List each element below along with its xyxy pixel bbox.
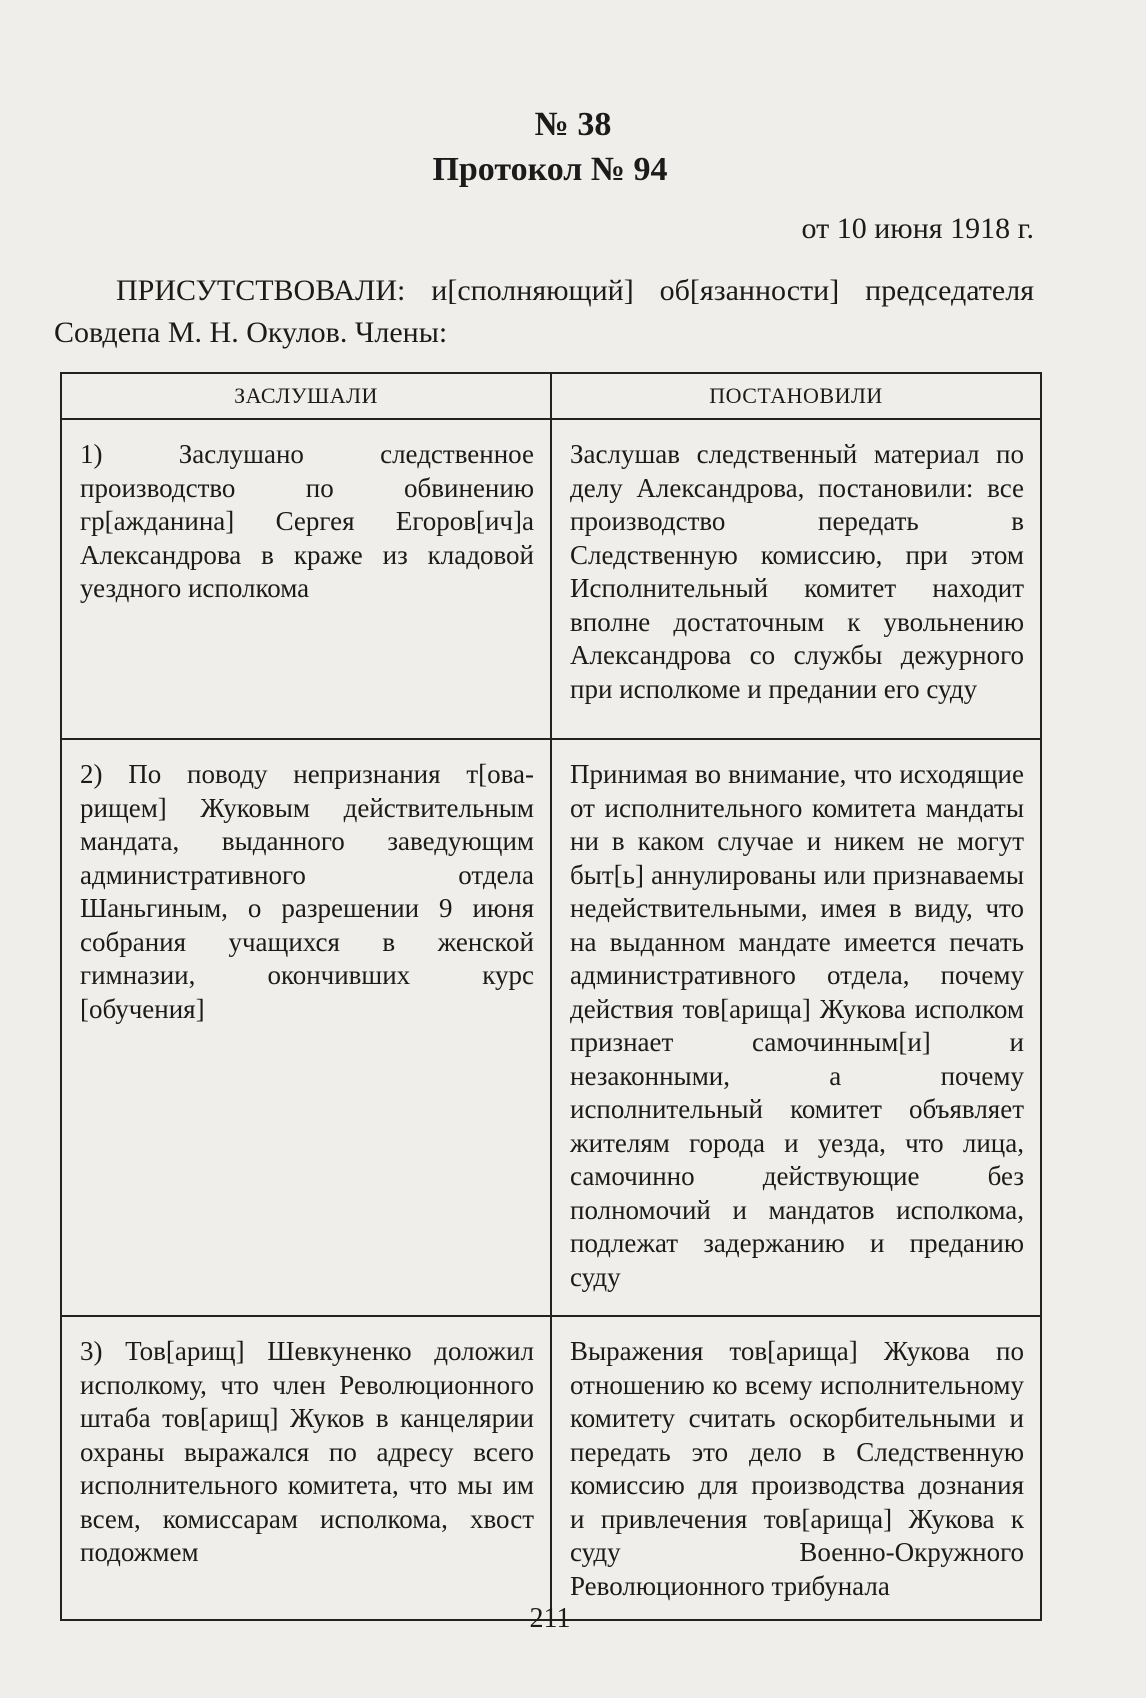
protocol-date: от 10 июня 1918 г. bbox=[801, 212, 1034, 245]
table-header-row bbox=[61, 373, 1041, 419]
column-header-resolved: ПОСТАНОВИЛИ bbox=[551, 373, 1041, 419]
protocol-table bbox=[60, 372, 1042, 1621]
attendance-paragraph: ПРИСУТСТВОВАЛИ: и[сполняющий] об[язанности] председателя Совдепа М. Н. Окулов. Члены: bbox=[54, 274, 1034, 349]
page-number: 211 bbox=[529, 1603, 571, 1634]
table-row bbox=[61, 1316, 1041, 1620]
heard-cell: 3) Тов[арищ] Шевкуненко доложил исполкому, что член Революционного штаба тов[арищ] Жуков в канцелярии охраны выражался по адресу всего исполнительного комитета, что мы им всем, комиссарам исполкома, хвост подожмем bbox=[61, 1316, 551, 1620]
document-number: № 38 bbox=[534, 106, 612, 143]
resolved-cell: Принимая во внимание, что исходящие от исполнительного комитета мандаты ни в каком случае и никем не могут быт[ь] аннулированы или признаваемы недействительными, имея в виду, что на выданном мандате имеется печать административного отдела, почему действия тов[арища] Жукова исполком признает самочинным[и] и незаконными, а почему исполнительный комитет объявляет жителям города и уезда, что лица, самочинно действующие без полномочий и мандатов исполкома, подлежат задержанию и преданию суду bbox=[551, 739, 1041, 1316]
column-header-heard: ЗАСЛУШАЛИ bbox=[61, 373, 551, 419]
resolved-cell: Выражения тов[арища] Жукова по отношению ко всему исполнительному комитету считать оскорбительными и передать это дело в Следственную комиссию для производства дознания и привлечения тов[арища] Жукова к суду Военно-Окружного Революционного трибунала bbox=[551, 1316, 1041, 1620]
protocol-title: Протокол № 94 bbox=[432, 151, 668, 188]
resolved-cell: Заслушав следственный материал по делу Александрова, постановили: все производство передать в Следственную комиссию, при этом Исполнительный комитет находит вполне достаточным к увольнению Александрова со службы дежурного при исполкоме и предании его суду bbox=[551, 419, 1041, 739]
heard-cell: 2) По поводу непризнания т[оварищем] Жуковым действительным мандата, выданного заведующим административного отдела Шаньгиным, о разрешении 9 июня собрания учащихся в женской гимназии, окончивших курс [обучения] bbox=[61, 739, 551, 1316]
table-row bbox=[61, 739, 1041, 1316]
table-row bbox=[61, 419, 1041, 739]
heard-cell: 1) Заслушано следственное производство по обвинению гр[ажданина] Сергея Егоров[ич]а Александрова в краже из кладовой уездного исполкома bbox=[61, 419, 551, 739]
